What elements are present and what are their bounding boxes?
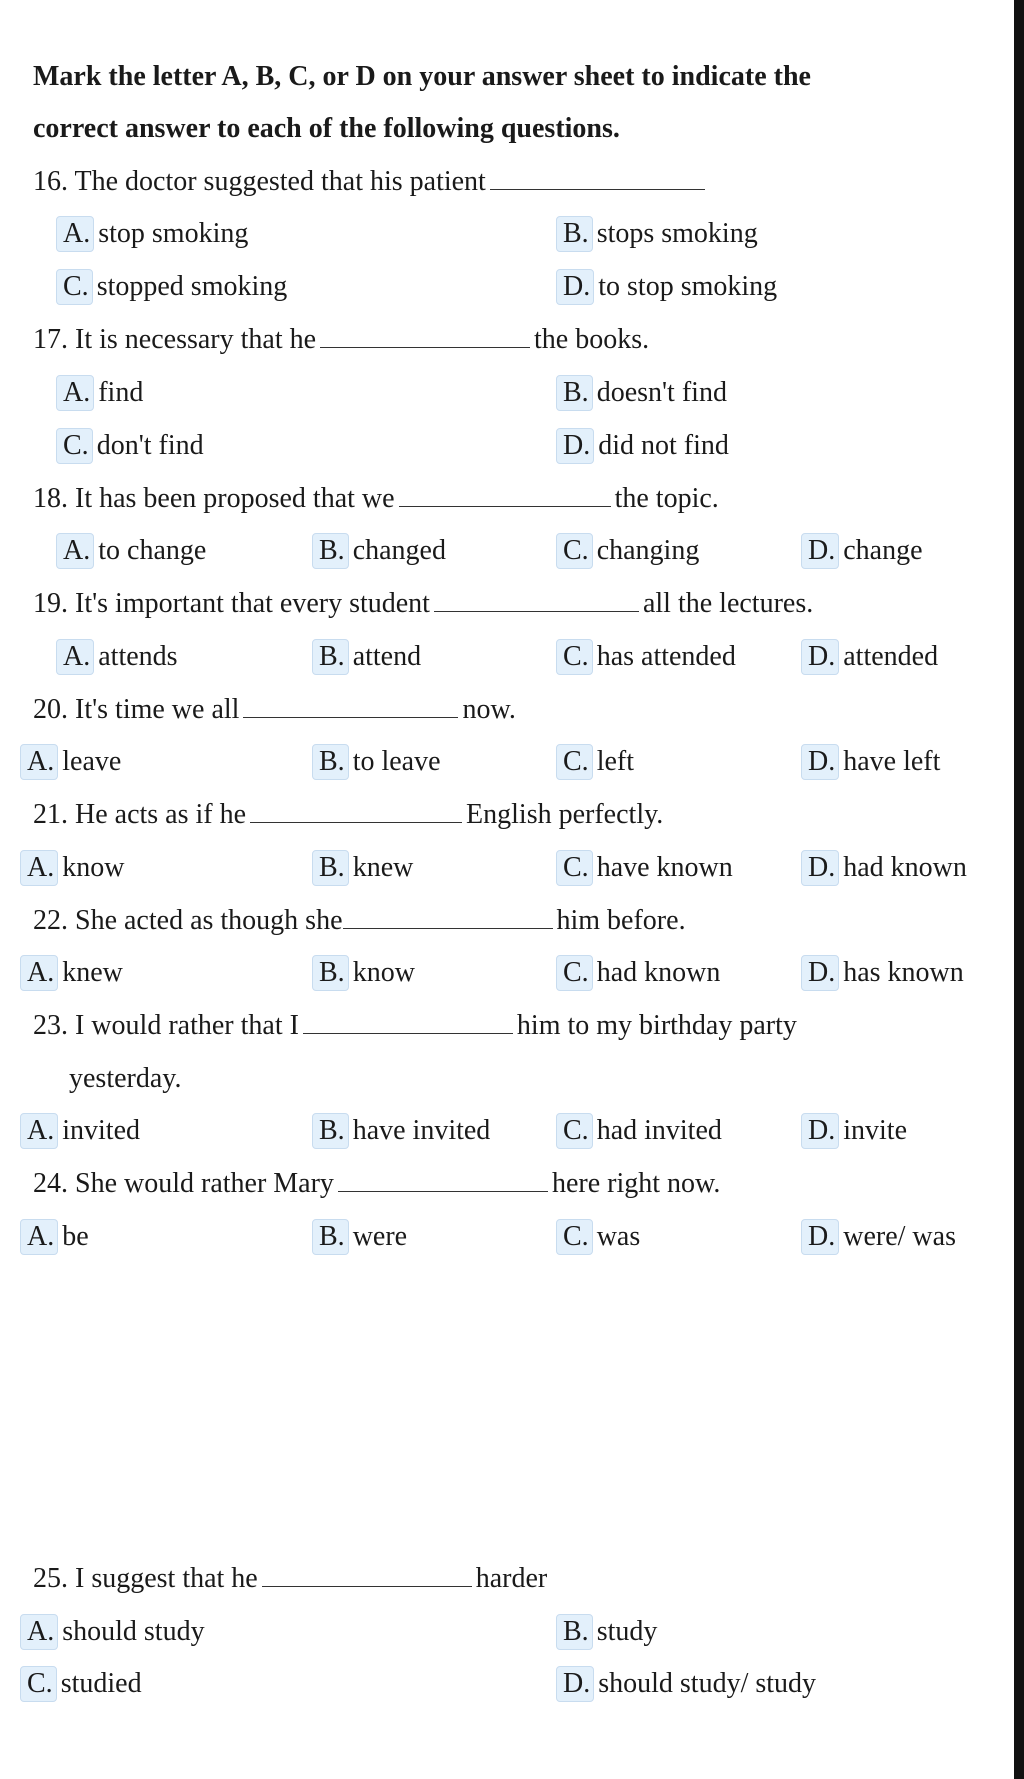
option-c[interactable]: [556, 533, 699, 569]
option-d[interactable]: [801, 744, 940, 780]
option-text: leave: [62, 746, 122, 777]
option-letter: C.: [56, 428, 93, 464]
option-c[interactable]: [556, 1219, 640, 1255]
option-d[interactable]: [801, 1219, 956, 1255]
option-text: change: [843, 535, 923, 566]
option-a[interactable]: [20, 1113, 140, 1149]
option-letter: C.: [556, 533, 593, 569]
option-text: were: [352, 1221, 408, 1252]
question-23: [33, 1008, 797, 1044]
option-letter: D.: [801, 1113, 839, 1149]
option-letter: C.: [556, 850, 593, 886]
option-letter: D.: [556, 269, 594, 305]
option-letter: C.: [20, 1666, 57, 1702]
option-letter: D.: [801, 639, 839, 675]
option-b[interactable]: [312, 1219, 407, 1255]
option-letter: D.: [556, 1666, 594, 1702]
option-b[interactable]: [312, 533, 446, 569]
question-text-after: here right now.: [551, 1168, 721, 1199]
option-c[interactable]: [556, 850, 733, 886]
option-letter: D.: [556, 428, 594, 464]
option-letter: A.: [20, 744, 58, 780]
option-letter: B.: [312, 850, 349, 886]
option-a[interactable]: [20, 850, 124, 886]
question-20: [33, 692, 516, 728]
question-text: 24. She would rather Mary: [33, 1168, 334, 1199]
option-b[interactable]: [556, 216, 758, 252]
option-a[interactable]: [20, 1219, 89, 1255]
question-text: 19. It's important that every student: [33, 588, 430, 619]
instruction-line-2: correct answer to each of the following questions.: [33, 113, 620, 144]
option-letter: B.: [312, 1113, 349, 1149]
answer-blank: [320, 323, 530, 348]
option-letter: A.: [56, 216, 94, 252]
option-text: know: [62, 852, 125, 883]
option-letter: C.: [556, 744, 593, 780]
question-23-continuation: yesterday.: [69, 1063, 182, 1094]
option-d[interactable]: [556, 428, 729, 464]
option-letter: D.: [801, 1219, 839, 1255]
option-b[interactable]: [312, 850, 413, 886]
question-text: 21. He acts as if he: [33, 799, 247, 830]
question-text-after: now.: [462, 694, 516, 725]
question-19: [33, 586, 813, 622]
option-text: have left: [843, 746, 941, 777]
option-text: have known: [596, 852, 733, 883]
option-letter: B.: [556, 1614, 593, 1650]
option-a[interactable]: [20, 1614, 205, 1650]
option-letter: B.: [556, 216, 593, 252]
question-text: 16. The doctor suggested that his patient: [33, 166, 486, 197]
question-text: 18. It has been proposed that we: [33, 483, 395, 514]
option-b[interactable]: [312, 639, 421, 675]
option-text: be: [62, 1221, 89, 1252]
option-text: has known: [843, 957, 964, 988]
option-text: should study/ study: [598, 1668, 817, 1699]
answer-blank: [243, 693, 458, 718]
option-text: invited: [62, 1115, 140, 1146]
option-d[interactable]: [556, 269, 777, 305]
option-c[interactable]: [556, 1113, 722, 1149]
option-text: invite: [843, 1115, 907, 1146]
option-c[interactable]: [556, 744, 634, 780]
answer-blank: [262, 1562, 472, 1587]
option-text: knew: [62, 957, 123, 988]
instruction-line-1: Mark the letter A, B, C, or D on your answer sheet to indicate the: [33, 61, 811, 92]
option-b[interactable]: [312, 1113, 490, 1149]
option-text: stop smoking: [98, 218, 249, 249]
option-text: find: [98, 377, 144, 408]
option-text: attended: [843, 641, 939, 672]
option-d[interactable]: [801, 850, 967, 886]
option-letter: A.: [56, 375, 94, 411]
answer-blank: [343, 904, 553, 929]
option-letter: A.: [20, 1113, 58, 1149]
option-text: changed: [352, 535, 446, 566]
option-text: to leave: [352, 746, 441, 777]
option-letter: C.: [556, 1219, 593, 1255]
option-text: stopped smoking: [96, 271, 288, 302]
question-21: [33, 797, 663, 833]
option-letter: B.: [312, 533, 349, 569]
option-text: don't find: [96, 430, 204, 461]
question-text: 25. I suggest that he: [33, 1563, 258, 1594]
question-16: [33, 164, 709, 200]
question-text-after: all the lectures.: [642, 588, 814, 619]
question-text: 23. I would rather that I: [33, 1010, 299, 1041]
answer-blank: [250, 798, 462, 823]
option-letter: B.: [312, 955, 349, 991]
question-text-after: harder: [475, 1563, 548, 1594]
option-c[interactable]: [56, 269, 287, 305]
option-text: left: [596, 746, 634, 777]
option-text: know: [352, 957, 415, 988]
option-d[interactable]: [556, 1666, 816, 1702]
option-letter: D.: [801, 533, 839, 569]
question-text: 17. It is necessary that he: [33, 324, 317, 355]
option-b[interactable]: [312, 744, 441, 780]
option-letter: A.: [20, 850, 58, 886]
answer-blank: [434, 587, 639, 612]
option-a[interactable]: [56, 639, 178, 675]
option-letter: A.: [20, 1219, 58, 1255]
option-letter: B.: [312, 639, 349, 675]
option-text: changing: [596, 535, 700, 566]
question-25: [33, 1561, 547, 1597]
option-text: attends: [98, 641, 178, 672]
option-text: knew: [352, 852, 414, 883]
option-text: was: [596, 1221, 641, 1252]
option-letter: B.: [312, 1219, 349, 1255]
option-c[interactable]: [20, 1666, 142, 1702]
option-text: to stop smoking: [598, 271, 778, 302]
option-a[interactable]: [56, 216, 248, 252]
option-letter: B.: [556, 375, 593, 411]
option-a[interactable]: [56, 375, 143, 411]
option-letter: D.: [801, 850, 839, 886]
right-edge-bar: [1014, 0, 1024, 1779]
option-b[interactable]: [556, 375, 727, 411]
question-17: [33, 322, 649, 358]
option-letter: A.: [56, 533, 94, 569]
option-text: to change: [98, 535, 207, 566]
option-d[interactable]: [801, 533, 923, 569]
option-text: were/ was: [843, 1221, 956, 1252]
option-letter: D.: [801, 744, 839, 780]
option-letter: C.: [556, 639, 593, 675]
option-b[interactable]: [556, 1614, 657, 1650]
question-text-after: him to my birthday party: [516, 1010, 797, 1041]
question-text-after: him before.: [556, 905, 686, 936]
option-text: attend: [352, 641, 422, 672]
question-text-after: the books.: [534, 324, 650, 355]
question-text-after: the topic.: [614, 483, 719, 514]
option-d[interactable]: [801, 639, 938, 675]
question-24: [33, 1166, 720, 1202]
option-text: have invited: [352, 1115, 491, 1146]
option-letter: B.: [312, 744, 349, 780]
option-c[interactable]: [556, 955, 720, 991]
option-text: study: [596, 1616, 658, 1647]
option-text: did not find: [598, 430, 729, 461]
option-text: had invited: [596, 1115, 722, 1146]
option-b[interactable]: [312, 955, 415, 991]
question-22: [33, 903, 686, 939]
option-text: had known: [843, 852, 967, 883]
answer-blank: [490, 165, 705, 190]
option-c[interactable]: [56, 428, 204, 464]
question-text: 20. It's time we all: [33, 694, 240, 725]
option-letter: C.: [556, 955, 593, 991]
question-18: [33, 481, 719, 517]
option-d[interactable]: [801, 955, 964, 991]
option-text: stops smoking: [596, 218, 758, 249]
option-a[interactable]: [20, 744, 121, 780]
answer-blank: [399, 482, 611, 507]
answer-blank: [303, 1009, 513, 1034]
option-text: studied: [60, 1668, 142, 1699]
option-text: doesn't find: [596, 377, 727, 408]
question-text-after: English perfectly.: [466, 799, 664, 830]
option-letter: A.: [56, 639, 94, 675]
option-text: should study: [62, 1616, 205, 1647]
option-text: had known: [596, 957, 721, 988]
option-c[interactable]: [556, 639, 736, 675]
option-text: has attended: [596, 641, 736, 672]
option-letter: C.: [556, 1113, 593, 1149]
option-letter: D.: [801, 955, 839, 991]
answer-blank: [338, 1167, 548, 1192]
question-text: 22. She acted as though she: [33, 905, 343, 936]
option-d[interactable]: [801, 1113, 907, 1149]
option-letter: C.: [56, 269, 93, 305]
option-a[interactable]: [20, 955, 123, 991]
option-a[interactable]: [56, 533, 206, 569]
option-letter: A.: [20, 955, 58, 991]
option-letter: A.: [20, 1614, 58, 1650]
